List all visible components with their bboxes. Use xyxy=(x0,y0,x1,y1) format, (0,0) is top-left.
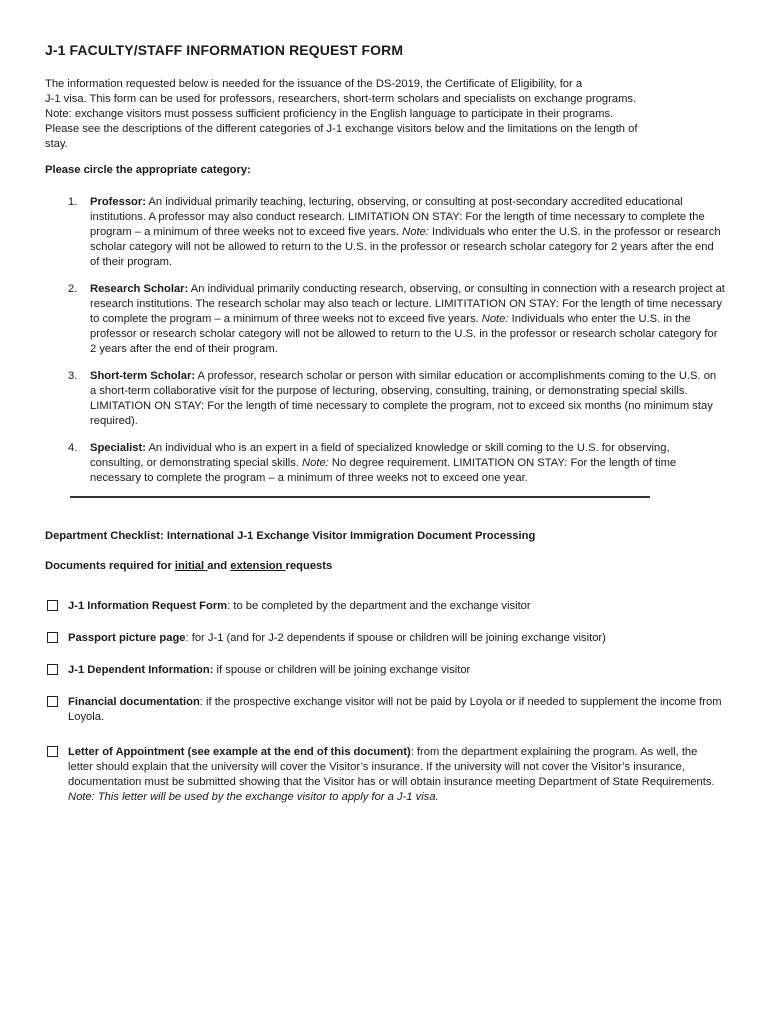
category-note-text: Individuals who enter the U.S. in the professor or research scholar category will not be allowed to return to the U.S. in the professor or research scholar category for 2 years after the end of their program. xyxy=(90,313,718,355)
category-note-label: Note: xyxy=(302,457,329,469)
intro-line: stay. xyxy=(45,138,68,150)
category-text: An individual primarily teaching, lecturing, observing, or consulting at post-secondary accredited educational institutions. A professor may also conduct research. LIMITATION ON STAY: For the length of time necessary to complete the program – a minimum of three weeks not to exceed five years. xyxy=(90,196,705,238)
checklist-item-note: Note: This letter will be used by the exchange visitor to apply for a J-1 visa. xyxy=(68,791,439,803)
checkbox[interactable] xyxy=(47,664,58,675)
intro-paragraph xyxy=(45,77,725,152)
category-list xyxy=(45,195,725,486)
checklist-heading: Department Checklist: International J-1 Exchange Visitor Immigration Document Processing xyxy=(45,530,536,542)
category-number: 3. xyxy=(68,370,78,382)
category-research-scholar[interactable] xyxy=(68,282,725,357)
category-number: 1. xyxy=(68,196,78,208)
intro-line: J-1 visa. This form can be used for professors, researchers, short-term scholars and specialists on exchange programs. xyxy=(45,93,637,105)
checklist-item-request-form xyxy=(45,599,725,614)
category-title: Specialist: xyxy=(90,442,146,454)
documents-heading xyxy=(45,560,332,572)
checklist-item-title: Letter of Appointment (see example at the end of this document) xyxy=(68,746,411,758)
category-note-text: Individuals who enter the U.S. in the professor or research scholar category will not be allowed to return to the U.S. in the professor or research scholar category for 2 years after the end of their program. xyxy=(90,226,721,268)
checklist-item-text: : if the prospective exchange visitor will not be paid by Loyola or if needed to supplement the income from Loyola. xyxy=(68,696,722,723)
docs-heading-and: and xyxy=(207,560,231,572)
checklist-item-dependent xyxy=(45,663,725,678)
category-specialist[interactable] xyxy=(68,441,725,486)
docs-heading-prefix: Documents required for xyxy=(45,560,175,572)
circle-instruction: Please circle the appropriate category: xyxy=(45,164,251,176)
docs-heading-initial: initial xyxy=(174,560,208,572)
category-title: Professor: xyxy=(90,196,146,208)
category-text: A professor, research scholar or person with similar education or accomplishments coming to the U.S. on a short-term collaborative visit for the purpose of lecturing, observing, consulting, training, or demonstrating special skills. LIMITATION ON STAY: For the length of time necessary to complete the program, not to exceed six months (no minimum stay required). xyxy=(90,370,717,427)
checkbox[interactable] xyxy=(47,696,58,707)
checklist-item-text: : to be completed by the department and the exchange visitor xyxy=(227,600,531,612)
checklist-item-text: : from the department explaining the program. As well, the letter should explain that the university will cover the Visitor’s insurance. If the university will not cover the Visitor’s insurance, documentation must be submitted showing that the Visitor has or will obtain insurance meeting Department of State Requirements. xyxy=(68,746,715,788)
section-divider xyxy=(70,496,650,498)
checkbox[interactable] xyxy=(47,746,58,757)
checklist-item-title: Passport picture page xyxy=(68,632,186,644)
checklist-item-financial xyxy=(45,695,725,725)
checkbox[interactable] xyxy=(47,632,58,643)
checklist-item-passport xyxy=(45,631,725,646)
checkbox[interactable] xyxy=(47,600,58,611)
form-page xyxy=(45,42,725,498)
category-note-label: Note: xyxy=(481,313,509,325)
intro-line: Note: exchange visitors must possess sufficient proficiency in the English language to participate in their programs. xyxy=(45,108,614,120)
checklist-item-title: J-1 Dependent Information: xyxy=(68,664,214,676)
checklist-item-text: if spouse or children will be joining exchange visitor xyxy=(213,664,471,676)
intro-line: Please see the descriptions of the different categories of J-1 exchange visitors below and the limitations on the length of xyxy=(45,123,638,135)
docs-heading-suffix: requests xyxy=(285,560,333,572)
category-note-text: No degree requirement. LIMITATION ON STAY: For the length of time necessary to complete the program – a minimum of three weeks not to exceed one year. xyxy=(90,457,677,484)
category-note-label: Note: xyxy=(402,226,429,238)
checklist-item-text: : for J-1 (and for J-2 dependents if spouse or children will be joining exchange visitor) xyxy=(185,632,606,644)
form-title: J-1 FACULTY/STAFF INFORMATION REQUEST FORM xyxy=(45,42,404,58)
category-professor[interactable] xyxy=(68,195,725,270)
checklist-item-title: J-1 Information Request Form xyxy=(68,600,228,612)
docs-heading-extension: extension xyxy=(230,560,286,572)
category-short-term-scholar[interactable] xyxy=(68,369,725,429)
checklist-item-appointment-letter xyxy=(45,745,725,805)
category-title: Research Scholar: xyxy=(90,283,189,295)
category-text: An individual primarily conducting research, observing, or consulting in connection with a research project at research institutions. The research scholar may also teach or lecture. LIMITITATION ON STAY: For the length of time necessary to complete the program – a minimum of three weeks not to exceed five years. xyxy=(90,283,725,325)
category-number: 4. xyxy=(68,442,78,454)
category-text: An individual who is an expert in a field of specialized knowledge or skill coming to the U.S. for observing, consulting, or demonstrating special skills. xyxy=(90,442,670,469)
category-title: Short-term Scholar: xyxy=(90,370,196,382)
category-number: 2. xyxy=(68,283,78,295)
checklist-item-title: Financial documentation xyxy=(68,696,200,708)
intro-line: The information requested below is needed for the issuance of the DS-2019, the Certificate of Eligibility, for a xyxy=(45,78,583,90)
